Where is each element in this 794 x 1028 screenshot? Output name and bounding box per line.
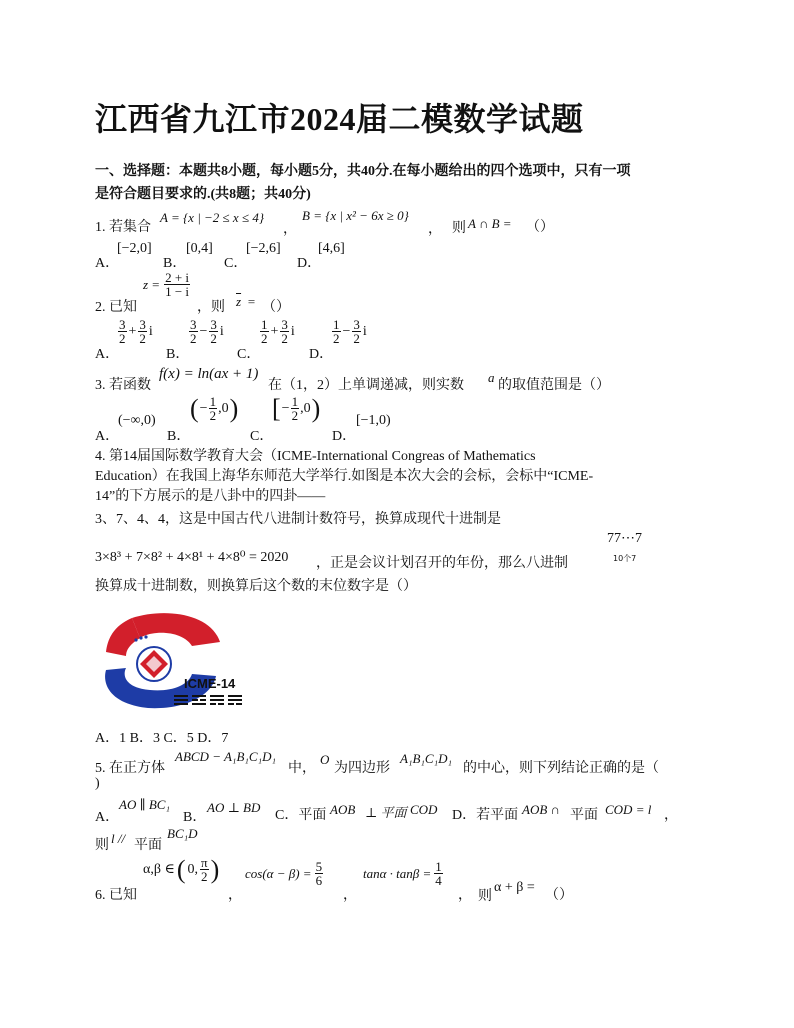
q1-opt-b-label: B． <box>163 256 187 271</box>
page-title: 江西省九江市2024届二模数学试题 <box>95 101 584 137</box>
q5-opt-a-label: A． <box>95 810 120 825</box>
q2-opt-c-label: C． <box>237 347 261 362</box>
q6-cos-num: 5 <box>315 859 323 874</box>
q5-opt-d-comma: ， <box>664 808 678 823</box>
q5-stem-prefix: 5. 在正方体 <box>95 761 165 776</box>
q6-cos-lhs: cos(α − β) = <box>245 865 312 881</box>
q6-int-num: π <box>201 855 208 870</box>
q3-opt-c-open: [ <box>272 393 281 423</box>
q3-opt-b-tail: ,0 <box>218 400 229 416</box>
q2-opt-a <box>118 318 153 345</box>
q2-opt-b-label: B． <box>166 347 190 362</box>
q2-opt-d-num2: 3 <box>353 317 360 332</box>
q2-paren: （） <box>262 300 290 315</box>
q2-opt-d <box>332 318 367 345</box>
q2-opt-a-label: A． <box>95 347 120 362</box>
q2-opt-b-frac1 <box>189 318 198 345</box>
q3-stem-mid: 在（1，2）上单调递减，则实数 <box>268 378 464 393</box>
q2-opt-b-den1: 2 <box>190 331 197 346</box>
q5-center-o: O <box>320 752 330 767</box>
q3-opt-b-den: 2 <box>209 408 217 423</box>
q6-cos-den: 6 <box>315 873 323 888</box>
q6-comma2: ， <box>343 888 357 903</box>
q2-opt-d-frac2 <box>352 318 361 345</box>
q5-opt-d-line2-mid: 平面 <box>134 838 162 853</box>
icme-logo-image <box>92 610 260 712</box>
q3-stem-prefix: 3. 若函数 <box>95 378 151 393</box>
q2-opt-c-den2: 2 <box>281 331 288 346</box>
q3-func: f(x) = ln(ax + 1) <box>159 366 259 382</box>
q1-paren: （） <box>526 220 554 235</box>
q2-opt-c <box>260 318 295 345</box>
q6-comma1: ， <box>228 888 242 903</box>
q6-int-frac <box>200 856 209 883</box>
q5-stem-mid2: 为四边形 <box>334 761 390 776</box>
q5-opt-d-line2-prefix: 则 <box>95 838 109 853</box>
q2-opt-a-den1: 2 <box>119 331 126 346</box>
q2-opt-a-unit: i <box>148 323 153 339</box>
q2-zbar: $\overline{z}$ <box>236 294 242 309</box>
q2-opt-c-den1: 2 <box>261 331 268 346</box>
q3-opt-b <box>190 395 238 422</box>
q4-octal-count: 10个7 <box>613 554 637 563</box>
q1-opt-c-label: C． <box>224 256 248 271</box>
q1-stem-suffix: 则 <box>452 221 466 236</box>
q6-cos-frac <box>315 860 324 887</box>
q3-opt-b-open: ( <box>190 393 199 423</box>
q3-opt-c-num: 1 <box>291 394 299 409</box>
q2-opt-b-frac2 <box>209 318 218 345</box>
q6-tan-den: 4 <box>435 873 442 888</box>
q5-face: A₁B₁C₁D₁ <box>400 751 453 766</box>
q2-opt-c-num1: 1 <box>261 317 268 332</box>
logo-dot <box>139 636 142 639</box>
q2-opt-b-den2: 2 <box>210 331 217 346</box>
q1-opt-d-label: D． <box>297 256 322 271</box>
q6-stem-suffix: 则 <box>478 889 492 904</box>
q6-alpha-beta: α,β ∈ <box>143 862 175 877</box>
q2-opt-d-den2: 2 <box>353 331 360 346</box>
q2-opt-d-unit: i <box>362 323 367 339</box>
q4-line5-mid: ，正是会议计划召开的年份，那么八进制 <box>316 556 568 571</box>
q6-tan-frac <box>434 860 443 887</box>
q2-opt-a-den2: 2 <box>139 331 146 346</box>
q2-opt-a-num2: 3 <box>139 317 146 332</box>
q5-opt-b-label: B． <box>183 810 207 825</box>
q4-formula: 3×8³ + 7×8² + 4×8¹ + 4×8⁰ = 2020 <box>95 550 289 565</box>
q3-var: a <box>488 370 495 385</box>
q2-opt-c-frac2 <box>280 318 289 345</box>
q2-z-lhs: z = <box>143 276 161 292</box>
q6-tan-lhs: tanα · tanβ = <box>363 865 432 881</box>
logo-dot <box>144 635 147 638</box>
q5-opt-d-label: D．若平面 <box>452 808 519 823</box>
q5-opt-b: AO ⊥ BD <box>207 800 261 815</box>
q3-stem-suffix: 的取值范围是（） <box>498 378 610 393</box>
logo-dot <box>134 638 137 641</box>
q3-opt-a: (−∞,0) <box>118 413 156 428</box>
logo-text: ICME-14 <box>184 676 236 691</box>
q6-int-den: 2 <box>201 869 208 884</box>
logo-trigrams <box>174 695 242 705</box>
q4-line6: 换算成十进制数，则换算后这个数的末位数字是（） <box>95 579 417 594</box>
q6-int-a: 0, <box>187 861 198 877</box>
q5-cube: ABCD − A₁B₁C₁D₁ <box>175 749 276 764</box>
q3-opt-c-close: ) <box>311 393 321 423</box>
q5-opt-d-plane3: BC₁D <box>167 826 198 841</box>
q2-opt-d-frac1 <box>332 318 341 345</box>
q2-opt-b-num2: 3 <box>210 317 217 332</box>
q3-opt-c-label: C． <box>250 429 274 444</box>
q1-comma1: ， <box>283 222 297 237</box>
q3-opt-c-sign: − <box>281 400 290 416</box>
q2-stem-prefix: 2. 已知 <box>95 300 137 315</box>
q6-int-close: ) <box>210 854 220 884</box>
q6-tan <box>363 860 443 887</box>
q3-opt-d-label: D． <box>332 429 357 444</box>
q6-stem-prefix: 6. 已知 <box>95 888 137 903</box>
q6-int-open: ( <box>176 854 186 884</box>
q3-opt-a-label: A． <box>95 429 120 444</box>
q6-comma3: ， <box>458 888 472 903</box>
q2-opt-a-frac1 <box>118 318 127 345</box>
q3-opt-b-sign: − <box>199 400 208 416</box>
q2-opt-c-num2: 3 <box>281 317 288 332</box>
q5-opt-d-plane1: AOB ∩ <box>522 802 560 817</box>
q1-set-b: B = {x | x² − 6x ≥ 0} <box>302 208 409 223</box>
q5-opt-d-mid: 平面 <box>570 808 598 823</box>
q2-opt-b-op: − <box>199 323 208 339</box>
q1-opt-d: [4,6] <box>318 241 345 256</box>
q4-line1: 4. 第14届国际数学教育大会（ICME-International Congreas of Mathematics <box>95 449 536 464</box>
q3-opt-c-den: 2 <box>291 408 299 423</box>
q5-opt-d-line: l // <box>111 831 126 846</box>
q5-opt-c-perp: ⊥ 平面 <box>365 805 407 820</box>
q1-expr: A ∩ B = <box>468 216 512 231</box>
q6-paren: （） <box>545 888 573 903</box>
q2-opt-d-den1: 2 <box>333 331 340 346</box>
q6-tan-num: 1 <box>435 859 442 874</box>
q2-opt-d-label: D． <box>309 347 334 362</box>
q2-z-den: 1 − i <box>165 284 190 299</box>
q2-stem-mid: ，则 <box>197 300 225 315</box>
q2-opt-c-unit: i <box>290 323 295 339</box>
q6-domain <box>143 856 219 883</box>
q2-opt-b <box>189 318 224 345</box>
q1-comma2: ， <box>428 222 442 237</box>
q6-cos <box>245 860 323 887</box>
q3-opt-b-num: 1 <box>209 394 217 409</box>
q3-opt-c-frac <box>291 395 300 422</box>
q1-opt-a-label: A． <box>95 256 120 271</box>
q3-opt-b-close: ) <box>229 393 239 423</box>
q1-opt-c: [−2,6] <box>246 241 281 256</box>
q2-z-fraction <box>164 271 190 298</box>
q4-octal-digits: 77⋯7 <box>607 531 642 546</box>
q5-opt-c-plane1: AOB <box>330 802 356 817</box>
q3-opt-c-tail: ,0 <box>300 400 311 416</box>
q4-line4: 3、7、4、4，这是中国古代八进制计数符号，换算成现代十进制是 <box>95 512 501 527</box>
q6-sum: α + β = <box>494 880 535 895</box>
q2-eq: = <box>247 294 256 309</box>
q1-opt-a: [−2,0] <box>117 241 152 256</box>
q2-opt-c-op: + <box>270 323 279 339</box>
q3-opt-b-label: B． <box>167 429 191 444</box>
q5-stem-mid1: 中， <box>288 761 316 776</box>
q5-opt-a: AO ∥ BC₁ <box>119 797 170 812</box>
q2-z-expression <box>143 271 190 298</box>
q2-opt-a-num1: 3 <box>119 317 126 332</box>
section-header-line2: 是符合题目要求的.(共8题；共40分) <box>95 187 311 202</box>
q2-opt-b-unit: i <box>219 323 224 339</box>
q2-opt-b-num1: 3 <box>190 317 197 332</box>
q5-opt-d-plane2: COD = l <box>605 802 652 817</box>
q5-opt-c-label: C．平面 <box>275 808 327 823</box>
q2-opt-a-frac2 <box>138 318 147 345</box>
q3-opt-d: [−1,0) <box>356 413 391 428</box>
q1-opt-b: [0,4] <box>186 241 213 256</box>
q2-opt-d-num1: 1 <box>333 317 340 332</box>
q5-stem-close: ) <box>95 776 100 791</box>
q1-set-a: A = {x | −2 ≤ x ≤ 4} <box>160 210 265 225</box>
q4-answers: A．1 B．3 C．5 D．7 <box>95 731 229 746</box>
q3-opt-b-frac <box>209 395 218 422</box>
section-header-line1: 一、选择题：本题共8小题，每小题5分，共40分.在每小题给出的四个选项中，只有一项 <box>95 164 631 179</box>
q3-opt-c <box>272 395 320 422</box>
q2-opt-c-frac1 <box>260 318 269 345</box>
q4-line3: 14”的下方展示的是八卦中的四卦—— <box>95 489 326 504</box>
q2-z-num: 2 + i <box>165 270 190 285</box>
q2-opt-a-op: + <box>128 323 137 339</box>
q5-opt-c-plane2: COD <box>410 802 438 817</box>
q2-opt-d-op: − <box>342 323 351 339</box>
q4-line2: Education）在我国上海华东师范大学举行.如图是本次大会的会标，会标中“ICME- <box>95 469 594 484</box>
q1-stem-prefix: 1. 若集合 <box>95 220 151 235</box>
q5-stem-suffix: 的中心，则下列结论正确的是（ <box>463 761 659 776</box>
